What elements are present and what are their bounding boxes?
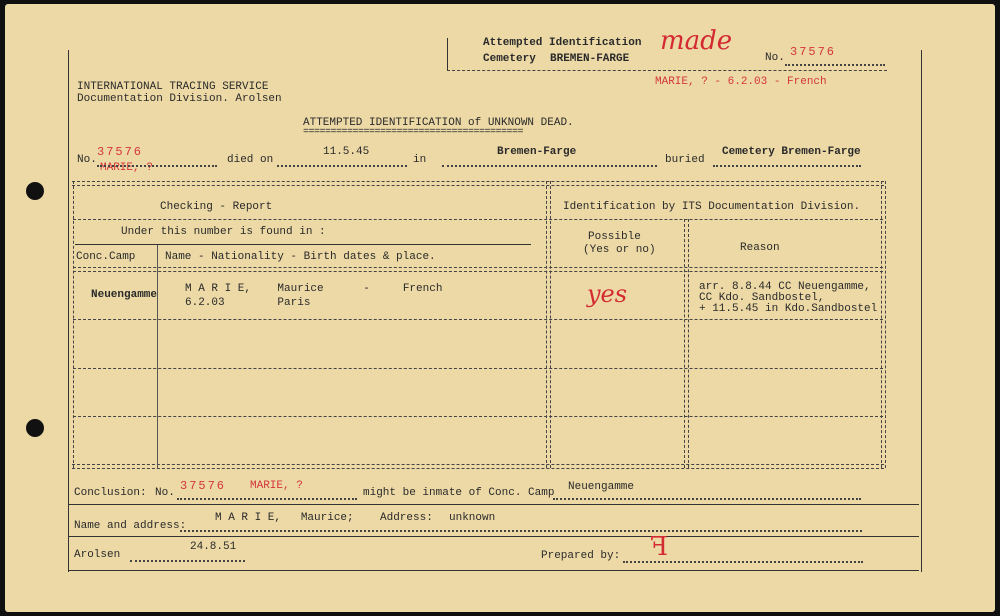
name-address-label: Name and address: (74, 520, 187, 532)
header-box-left (447, 38, 448, 70)
name-address-dots (180, 530, 862, 532)
header-box-bottom (447, 70, 887, 71)
table-reason-divider (684, 219, 689, 468)
place-dots (442, 165, 657, 167)
record-number: 37576 (97, 145, 144, 159)
made-stamp: made (660, 26, 733, 56)
row-reason-line1: arr. 8.8.44 CC Neuengamme, (699, 281, 871, 293)
row-divider (73, 368, 883, 369)
col-conc-camp: Conc.Camp (76, 251, 136, 263)
top-number-dots (785, 64, 885, 66)
attempted-id-heading: Attempted Identification (483, 37, 642, 49)
subheader-line (75, 244, 531, 245)
title-underline: ======================================== (303, 127, 524, 138)
footer-date-dots (130, 560, 245, 562)
table-left-border (73, 181, 74, 468)
address-label: Address: (380, 512, 433, 524)
section-line (69, 536, 919, 537)
row-name-line1: M A R I E, Maurice - French (185, 283, 443, 295)
row-reason-line2: CC Kdo. Sandbostel, (699, 292, 825, 304)
footer-date: 24.8.51 (190, 541, 237, 553)
document-title: ATTEMPTED IDENTIFICATION of UNKNOWN DEAD. (303, 117, 574, 129)
identification-header: Identification by ITS Documentation Division. (563, 201, 861, 213)
punch-hole (26, 419, 44, 437)
row-divider (73, 319, 883, 320)
conclusion-number: 37576 (180, 479, 227, 493)
col-possible-sub: (Yes or no) (583, 244, 656, 256)
table-header-line (73, 219, 883, 220)
row-possible: yes (587, 280, 628, 308)
death-place: Bremen-Farge (497, 146, 577, 158)
row-divider (73, 416, 883, 417)
table-bottom-border (72, 464, 884, 469)
conclusion-label: Conclusion: (74, 487, 147, 499)
in-label: in (413, 154, 427, 166)
row-camp: Neuengamme (91, 289, 158, 301)
card-bottom-line (69, 570, 919, 571)
table-top-border (72, 181, 884, 186)
prepared-by-label: Prepared by: (541, 550, 621, 562)
buried-label: buried (665, 154, 705, 166)
footer-city: Arolsen (74, 549, 121, 561)
checking-report-header: Checking - Report (160, 201, 273, 213)
address-value: unknown (449, 512, 496, 524)
section-line (69, 504, 919, 505)
org-name: INTERNATIONAL TRACING SERVICE (77, 81, 269, 93)
col-reason: Reason (740, 242, 780, 254)
record-number-dots (97, 165, 217, 167)
row-name-line2: 6.2.03 Paris (185, 297, 311, 309)
buried-place: Cemetery Bremen-Farge (722, 146, 861, 158)
org-division: Documentation Division. Arolsen (77, 93, 282, 105)
conclusion-name: MARIE, ? (250, 480, 303, 492)
table-mid-divider (546, 181, 551, 468)
col-name: Name - Nationality - Birth dates & place. (165, 251, 436, 263)
record-card (5, 4, 995, 612)
cemetery-label: Cemetery (483, 53, 536, 65)
died-date: 11.5.45 (323, 146, 370, 158)
conclusion-no-label: No. (155, 487, 175, 499)
top-no-label: No. (765, 52, 785, 64)
subject-line: MARIE, ? - 6.2.03 - French (655, 76, 827, 88)
conclusion-camp: Neuengamme (568, 481, 635, 493)
conclusion-number-dots (177, 498, 357, 500)
buried-dots (713, 165, 861, 167)
record-no-label: No. (77, 154, 97, 166)
conclusion-camp-dots (553, 498, 861, 500)
name-address-value: M A R I E, Maurice; (215, 512, 354, 524)
table-camp-divider (157, 244, 158, 468)
signature: ꟻ (650, 532, 669, 562)
died-date-dots (277, 165, 407, 167)
row-reason-line3: + 11.5.45 in Kdo.Sandbostel (699, 303, 878, 315)
might-be-label: might be inmate of Conc. Camp (363, 487, 555, 499)
cemetery-name: BREMEN-FARGE (550, 53, 630, 65)
under-number-label: Under this number is found in : (121, 226, 326, 238)
died-on-label: died on (227, 154, 274, 166)
punch-hole (26, 182, 44, 200)
record-name: MARIE, ? (100, 162, 153, 174)
table-right-border (881, 181, 886, 468)
col-possible: Possible (588, 231, 641, 243)
column-header-line (73, 267, 883, 272)
top-number: 37576 (790, 45, 837, 59)
